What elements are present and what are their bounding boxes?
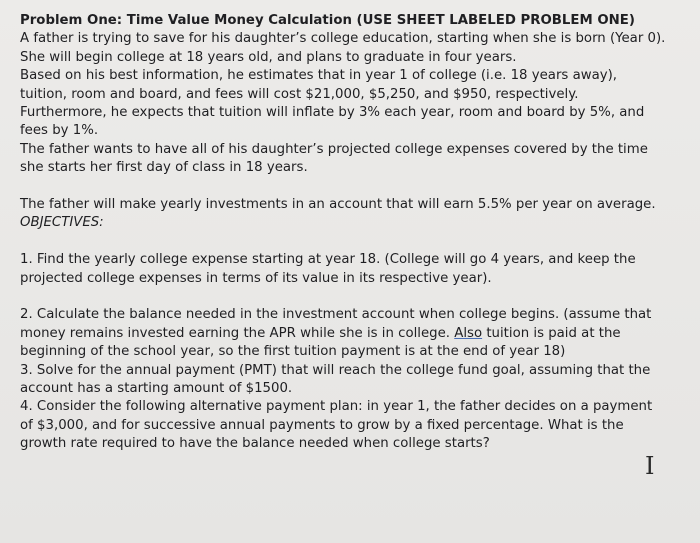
objective-2 [20,306,680,361]
objective-text: money remains invested earning the APR while she is in college. [20,325,455,341]
objective-line: growth rate required to have the balance needed when college starts? [20,436,490,452]
intro-line: Furthermore, he expects that tuition will inflate by 3% each year, room and board by 5%, and [20,105,645,121]
spacer [20,178,680,196]
also-underlined-word: Also [454,325,483,341]
intro-line: She will begin college at 18 years old, and plans to graduate in four years. [20,49,517,65]
objective-line: 3. Solve for the annual payment (PMT) that will reach the college fund goal, assuming that the [20,362,651,378]
text-ibeam-cursor-icon: I [645,452,655,480]
objective-line: beginning of the school year, so the first tuition payment is at the end of year 18) [20,344,566,360]
objective-1 [20,251,680,288]
intro-line: fees by 1%. [20,123,99,139]
problem-title: Problem One: Time Value Money Calculation (USE SHEET LABELED PROBLEM ONE) [20,13,635,28]
objective-line: projected college expenses in terms of its value in its respective year). [20,270,492,286]
investment-statement: The father will make yearly investments in an account that will earn 5.5% per year on average. [20,197,656,213]
spacer [20,288,680,306]
objectives-heading: OBJECTIVES: [20,215,104,231]
objective-line: account has a starting amount of $1500. [20,381,293,397]
intro-paragraph [20,30,680,177]
objective-line: 2. Calculate the balance needed in the investment account when college begins. (assume that [20,307,652,323]
spacer [20,233,680,251]
objective-line: 4. Consider the following alternative payment plan: in year 1, the father decides on a payment [20,399,653,415]
objective-3 [20,362,680,399]
intro-line: she starts her first day of class in 18 years. [20,160,308,176]
intro-line: tuition, room and board, and fees will cost $21,000, $5,250, and $950, respectively. [20,86,579,102]
problem-document [20,12,680,454]
objective-4 [20,398,680,453]
intro-line: A father is trying to save for his daughter’s college education, starting when she is born (Year 0). [20,31,666,47]
objective-line: of $3,000, and for successive annual payments to grow by a fixed percentage. What is the [20,417,624,433]
intro-line: Based on his best information, he estimates that in year 1 of college (i.e. 18 years away), [20,68,618,84]
objective-line: 1. Find the yearly college expense starting at year 18. (College will go 4 years, and keep the [20,252,636,268]
objective-text: tuition is paid at the [482,325,621,341]
objective-line [20,325,680,343]
intro-line: The father wants to have all of his daughter’s projected college expenses covered by the time [20,141,648,157]
